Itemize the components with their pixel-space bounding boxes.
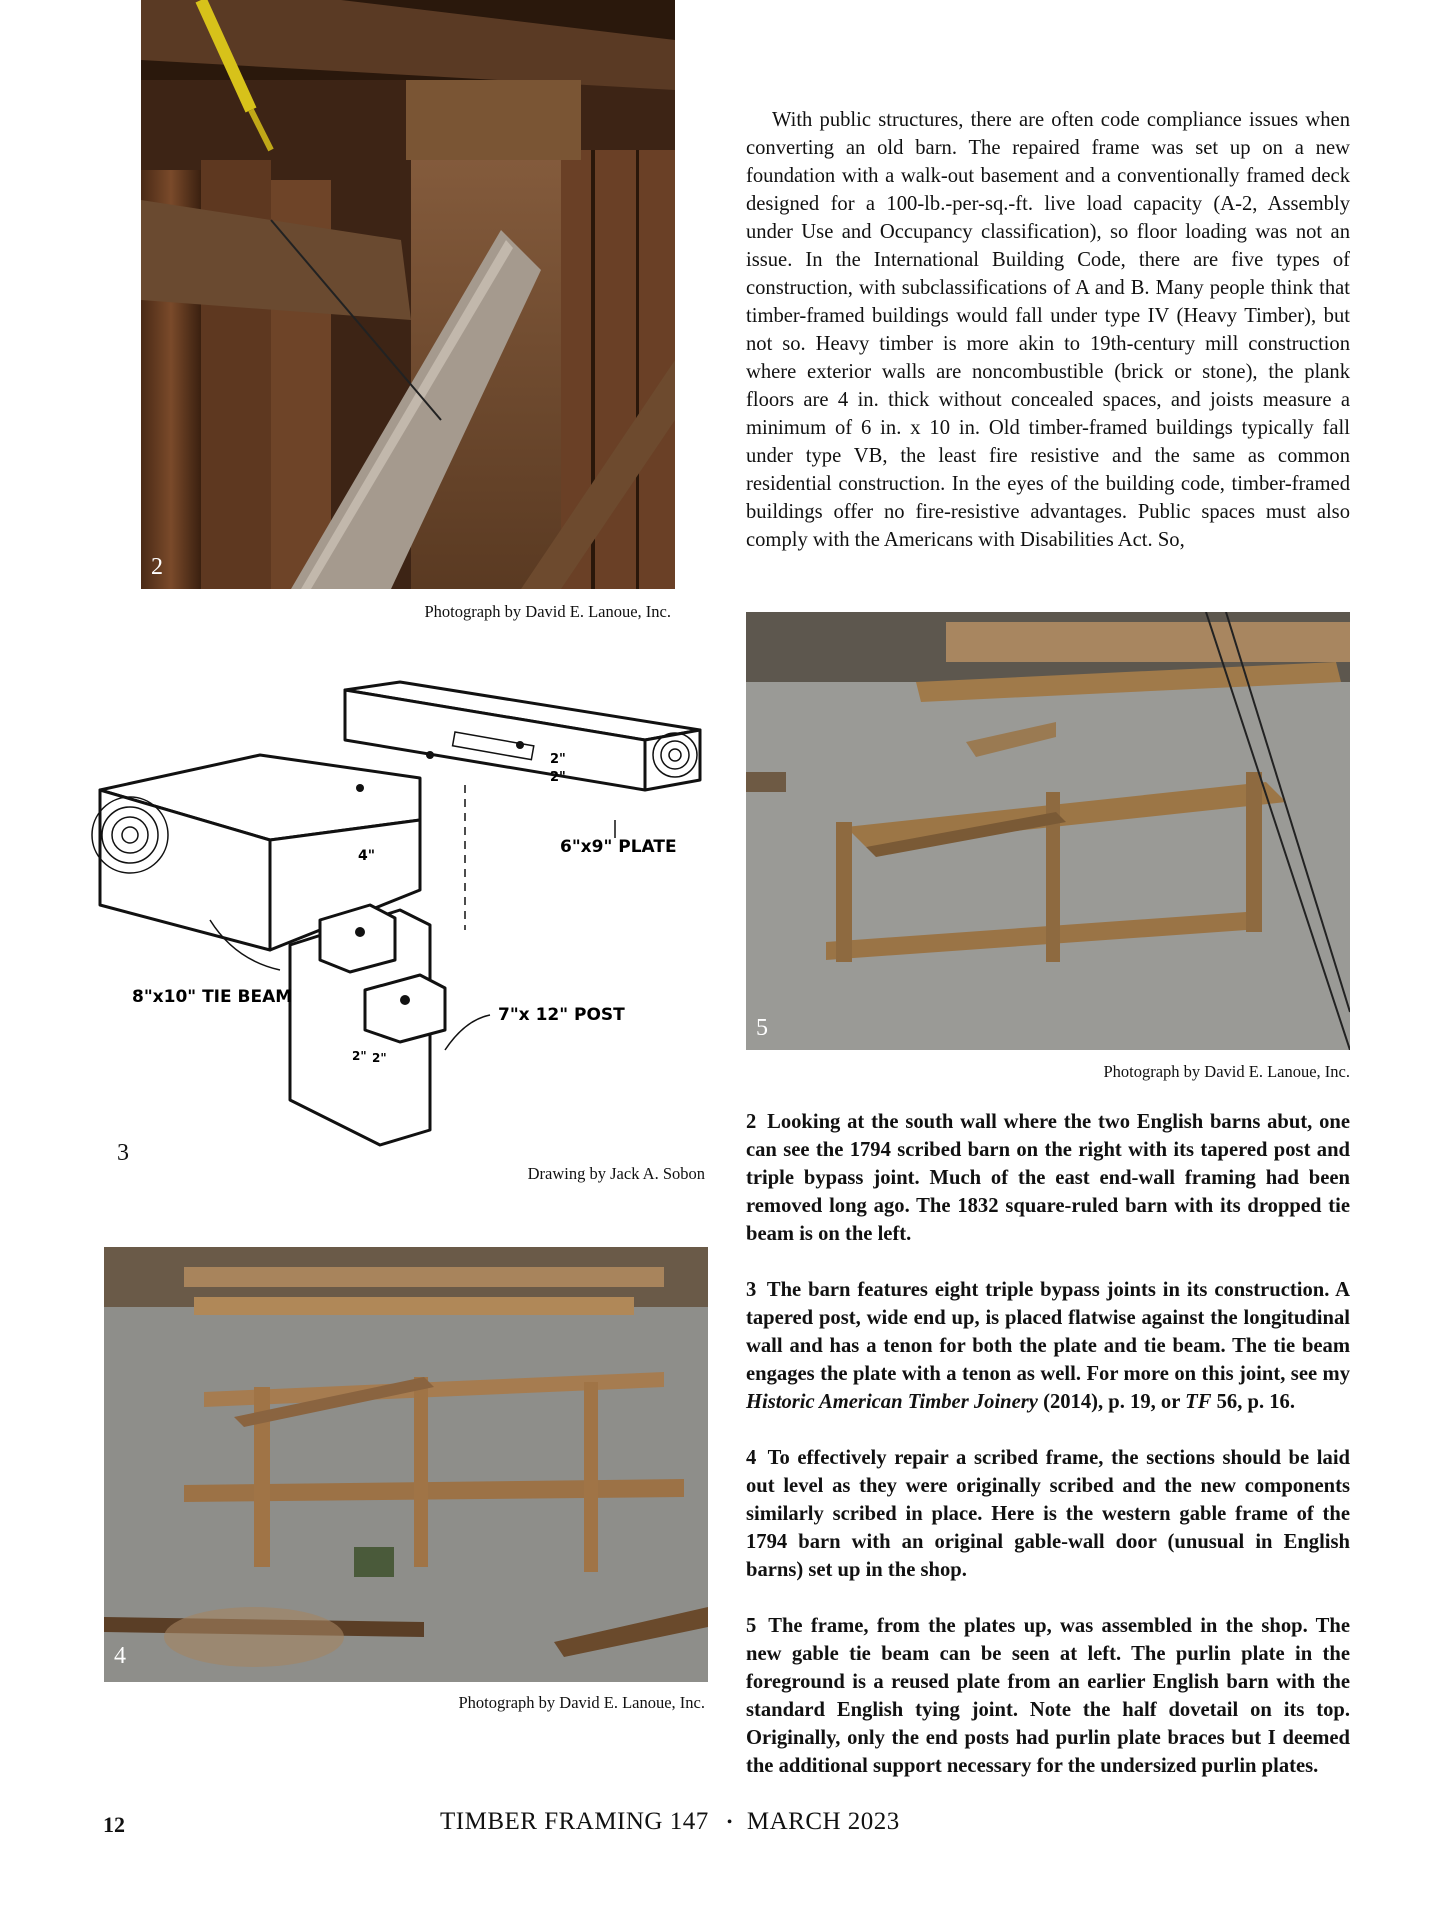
joint-drawing [90, 660, 720, 1180]
journal-abbrev: TF [1185, 1391, 1212, 1413]
figure-5-photo [746, 612, 1350, 1050]
figure-5-credit: Photograph by David E. Lanoue, Inc. [1103, 1062, 1350, 1081]
figure-4-number: 4 [114, 1643, 126, 1669]
book-title: Historic American Timber Joinery [746, 1391, 1038, 1413]
figure-2-number: 2 [151, 554, 163, 580]
shop-floor-image [104, 1247, 708, 1682]
article-paragraph: With public structures, there are often code compliance issues when converting an old barn. The repaired frame was set up on a new foundation with a walk-out basement and a conventionally framed deck designed for a 100-lb.-per-sq.-ft. live load capacity (A-2, Assembly under Use and Occupancy classification), so floor loading was not an issue. In the International Building Code, there are five types of construction, with subclassifications of A and B. Many people think that timber-framed buildings would fall under type IV (Heavy Timber), but not so. Heavy timber is more akin to 19th-century mill construction where exterior walls are noncombustible (brick or stone), the plank floors are 4 in. thick without concealed spaces, and joists measure a minimum of 6 in. x 10 in. Old timber-framed buildings typically fall under type VB, the least fire resistive and the same as common residential construction. In the eyes of the building code, timber-framed buildings offer no fire-resistive advantages. Public spaces must also comply with the Americans with Disabilities Act. So, [746, 109, 1350, 551]
caption-3: 3 The barn features eight triple bypass joints in its construction. A tapered post, wide end up, is placed flatwise against the longitudinal wall and has a tenon for both the plate and tie beam. The tie beam engages the plate with a tenon as well. For more on this joint, see my Historic American Timber Joinery (2014), p. 19, or TF 56, p. 16. [746, 1279, 1351, 1413]
figure-3-number: 3 [117, 1140, 129, 1166]
figure-5-number: 5 [756, 1015, 768, 1041]
label-tie-beam: 8"x10" TIE BEAM [132, 987, 293, 1007]
figure-4-credit: Photograph by David E. Lanoue, Inc. [458, 1693, 705, 1712]
publication-footer [440, 1808, 920, 1836]
figure-3-drawing [90, 660, 720, 1180]
page-number: 12 [103, 1812, 125, 1837]
caption-5: 5 The frame, from the plates up, was assembled in the shop. The new gable tie beam can be seen at left. The purlin plate in the foreground is a reused plate from an earlier English barn with the standard English tying joint. Note the half dovetail on its top. Originally, only the end posts had purlin plate braces but I deemed the additional support necessary for the undersized purlin plates. [746, 1615, 1351, 1777]
dim-label-b: 2" [550, 770, 566, 785]
frame-assembly-image [746, 612, 1350, 1050]
dim-label-c: 4" [358, 848, 376, 864]
caption-4: 4 To effectively repair a scribed frame, the sections should be laid out level as they were originally scribed and the new components similarly scribed in place. Here is the western gable frame of the 1794 barn with an original gable-wall door (unusual in English barns) set up in the shop. [746, 1447, 1350, 1581]
figure-4-photo [104, 1247, 708, 1682]
footer-bullet: • [726, 1814, 733, 1832]
label-post: 7"x 12" POST [498, 1005, 625, 1025]
figure-3-credit: Drawing by Jack A. Sobon [527, 1164, 705, 1183]
dim-label-e: 2" [372, 1051, 387, 1065]
label-plate: 6"x9" PLATE [560, 837, 677, 857]
dim-label-d: 2" [352, 1049, 367, 1063]
figure-2-photo [141, 0, 675, 589]
figure-captions [746, 1108, 1350, 1808]
dim-label-a: 2" [550, 752, 566, 767]
publication-name: TIMBER FRAMING 147 [440, 1808, 709, 1835]
barn-interior-image [141, 0, 675, 589]
issue-date: MARCH 2023 [746, 1808, 900, 1835]
caption-2: 2 Looking at the south wall where the two English barns abut, one can see the 1794 scribed barn on the right with its tapered post and triple bypass joint. Much of the east end-wall framing had been removed long ago. The 1832 square-ruled barn with its dropped tie beam is on the left. [746, 1111, 1351, 1245]
figure-2-credit: Photograph by David E. Lanoue, Inc. [424, 602, 671, 621]
